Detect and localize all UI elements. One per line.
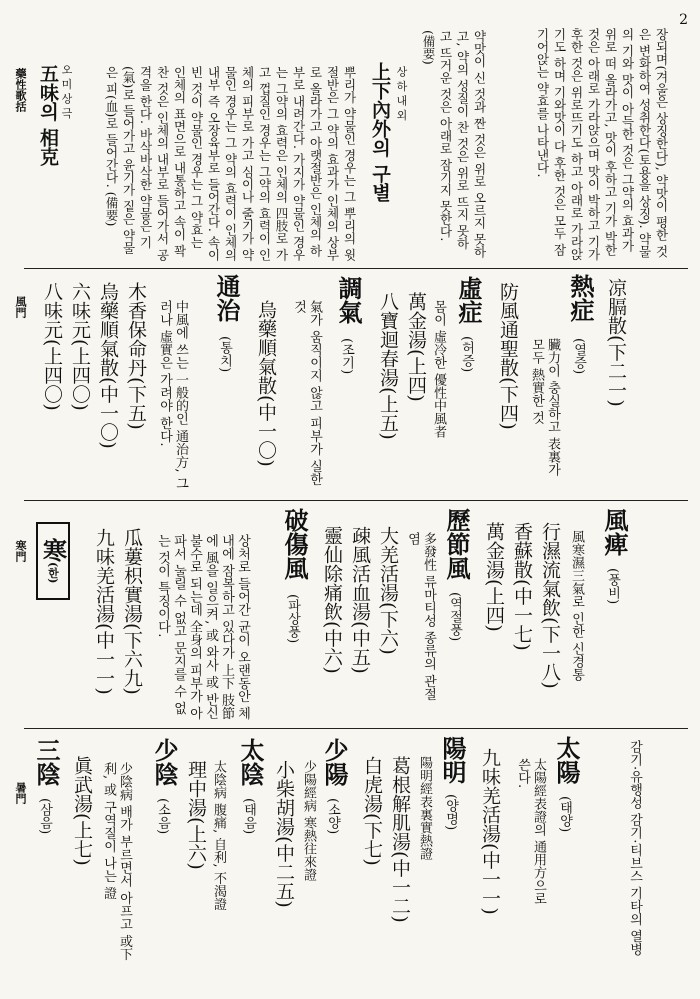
note-li-jie-feng: 多發性 류마티성 종류의 관절염: [405, 532, 436, 701]
title-shao-yang: 少陽: [320, 738, 349, 786]
item-bawei: 八味元(上四〇): [41, 282, 63, 411]
title-re-zheng: 熱症: [566, 274, 595, 322]
item-liuwei: 六味元(上四〇): [69, 282, 91, 411]
title-tai-yang: 太陽: [552, 736, 581, 784]
ruby-po-shang-feng: (파상풍): [285, 594, 300, 644]
item-jiuwei-2: 九味羌活湯(中一一): [479, 748, 501, 915]
heading-ruby: 상 하 내 외: [395, 66, 408, 121]
ruby-feng-bi: (풍비): [605, 568, 620, 605]
ruby-xu-zheng: (허증): [459, 336, 474, 373]
title-tai-yin: 太陰: [236, 738, 265, 786]
ruby-san-yin: (삼음): [37, 798, 52, 835]
ruby-tai-yin: (태음): [241, 798, 256, 835]
ruby-re-zheng: (열증): [571, 338, 586, 375]
item-xiangsu: 香蘇散(中一七): [511, 522, 533, 651]
note-tai-yin: 太陰病 腹痛, 自利, 不渴證: [211, 760, 226, 911]
item-lingxian: 靈仙除痛飲(中六): [321, 526, 343, 674]
title-yang-ming: 陽明: [438, 736, 467, 784]
note-tai-yang: 太陽經表證의 通用方으로 쓴다.: [515, 758, 546, 906]
title-feng-bi: 風痺: [600, 508, 629, 556]
section-divider-3: [24, 728, 688, 729]
title-po-shang-feng: 破傷風: [280, 508, 309, 580]
note-shao-yang: 少陽經病 寒熱往來證: [301, 760, 316, 882]
item-muxiang: 木香保命丹(下五): [125, 282, 147, 430]
title-tong-zhi: 通治: [212, 274, 241, 322]
item-shufeng: 疎風活血湯(中五): [349, 526, 371, 674]
note-po-shang-feng: 상처로 들어간 균이 오랜동안 체내에 잠복하고 있다가 上下 肢節에 風을 일으켜, 或 와사 或 반신불수로 되는데 全身의 피부가 아파서 눌릴 수 없고 문지를 수 없는 것이 특징이다.: [155, 534, 250, 720]
note-shao-yin: 少陰病 배가 부르면서 아프고 或下利, 或 구역질이 나는 證: [101, 762, 132, 961]
title-san-yin: 三陰: [32, 738, 61, 786]
item-lizhong: 理中湯(上六): [185, 760, 207, 870]
section-divider-2: [24, 500, 688, 501]
item-baihu: 白虎湯(下七): [361, 756, 383, 866]
han-label: [36, 538, 71, 583]
item-wanjin: 萬金湯(上四): [405, 292, 427, 402]
title-shao-yin: 少陰: [150, 738, 179, 786]
item-xingshi: 行濕流氣飲(下一八): [539, 522, 561, 689]
item-zhenwu: 眞武湯(上七): [71, 756, 93, 866]
margin-label-shu: 暑門: [14, 782, 27, 804]
item-fangfeng: 防風通聖散(下四): [497, 282, 519, 430]
item-wuyao-1: 烏藥順氣散(中一〇): [255, 300, 277, 467]
section4-intro: 감기·유행성 감기·티브스 기타의 열병: [627, 740, 642, 956]
note-re-zheng: 臟力이 충실하고 表裏가 모두 熱實한 것: [529, 338, 560, 477]
ruby-tai-yang: (태양): [557, 796, 572, 833]
item-gegen: 葛根解肌湯(中一二): [389, 756, 411, 923]
item-jiuwei-1: 九味羌活湯(中一一): [93, 528, 115, 695]
section1-intro: 장되며(겨울은 상징한다), 약맛이 평한 것은 변화하여 성취한다(토용을 상징). 약물의 기와 맛이 아득한 것은 그약의 효과가 위로 떠 올라가고, 맛이 후하고 기가 박한 것은 아래로 가라앉으며 맛이 박하고 기가 후한 것은 위로뜨기도 하고 아래로 가라앉기도 하며 기와맛이 다 후한 것은 모두 잠기어앉는 약효를 나타낸다.: [535, 28, 669, 261]
note-yang-ming: 陽明經表裏實熱證: [417, 756, 432, 860]
note-feng-bi: 風寒濕三氣로 인한 신경통: [569, 530, 584, 682]
section-heading-up-down: 上下內外의 구별: [369, 62, 391, 202]
item-babao: 八寶迴春湯(上五): [377, 292, 399, 440]
ruby-yang-ming: (양명): [443, 794, 458, 831]
title-xu-zheng: 虛症: [454, 276, 483, 324]
ruby-shao-yang: (소양): [325, 798, 340, 835]
item-xiaochaihu: 小柴胡湯(中二五): [273, 760, 295, 908]
han-ruby: (한): [46, 562, 60, 584]
heading2-ruby: 오 미 상 극: [60, 64, 73, 119]
note-xu-zheng: 몸이 虛冷한 優性中風者: [431, 300, 446, 439]
han-section-box: [36, 522, 70, 600]
margin-label-top: 藥性歌括: [14, 68, 27, 112]
ruby-tong-zhi: (통치): [217, 336, 232, 373]
item-daqianghuo: 大羌活湯(下六): [377, 526, 399, 655]
han-char: 寒: [38, 538, 68, 563]
page-number: 2: [679, 12, 688, 28]
item-liangge-san: 凉膈散(下二一): [605, 278, 627, 407]
section-divider-1: [24, 268, 688, 269]
section1-body: 뿌리가 약물인 경우는 그 뿌리의 윗절반은 그 약의 효과가 인체의 상부로 올라가고 아랫절반은 인체의 하부로 내려간다. 가지가 약물인 경우는 그약의 효력은 인체의 四肢로 가고 껍질인 경우는 그약의 효력이 인체의 피부로 가고 심이나 줄기가 약물인 경우는 그 약의 효력이 인체의 내부 즉 오장육부로 들어간다. 속이 빈 것이 약물인 경우는 그 약효는 인체의 표면으로 내통하고 속이 꽉 찬 것은 인체의 내부로 들어가서 공격을 한다. 바삭바삭한 약물은 기(氣)로 들어가고 윤기가 짙은 약물은 피(血)로 들어간다. (備要): [104, 66, 357, 261]
ruby-tiao-qi: (조기): [339, 338, 354, 375]
title-li-jie-feng: 歷節風: [442, 508, 471, 580]
item-wuyao-2: 烏藥順氣散(中一〇): [97, 282, 119, 449]
ruby-shao-yin: (소음): [155, 798, 170, 835]
margin-label-feng: 風門: [14, 296, 27, 318]
note-tong-zhi: 中風에 쓰는 一般的인 通治方, 그러나 虛實은 가려야 한다.: [157, 300, 188, 490]
item-wanjin-2: 萬金湯(上四): [483, 522, 505, 632]
note-tiao-qi: 氣가 움직이지 않고 피부가 실한 것: [291, 300, 322, 486]
section-heading-five-flavors: 五味의 相克: [37, 64, 59, 166]
title-tiao-qi: 調氣: [334, 276, 363, 324]
margin-label-han: 寒門: [14, 540, 27, 562]
ruby-li-jie-feng: (역절풍): [447, 592, 462, 642]
section1-intro2: 약맛이 신 것과 짠 것은 위로 오르지 못하고, 약의 성질이 찬 것은 위로 뜨지 못하고 뜨거운 것은 아래로 잠기지 못한다. (備要): [421, 30, 487, 258]
item-gualou: 瓜蔞枳實湯(下六九): [121, 528, 143, 695]
